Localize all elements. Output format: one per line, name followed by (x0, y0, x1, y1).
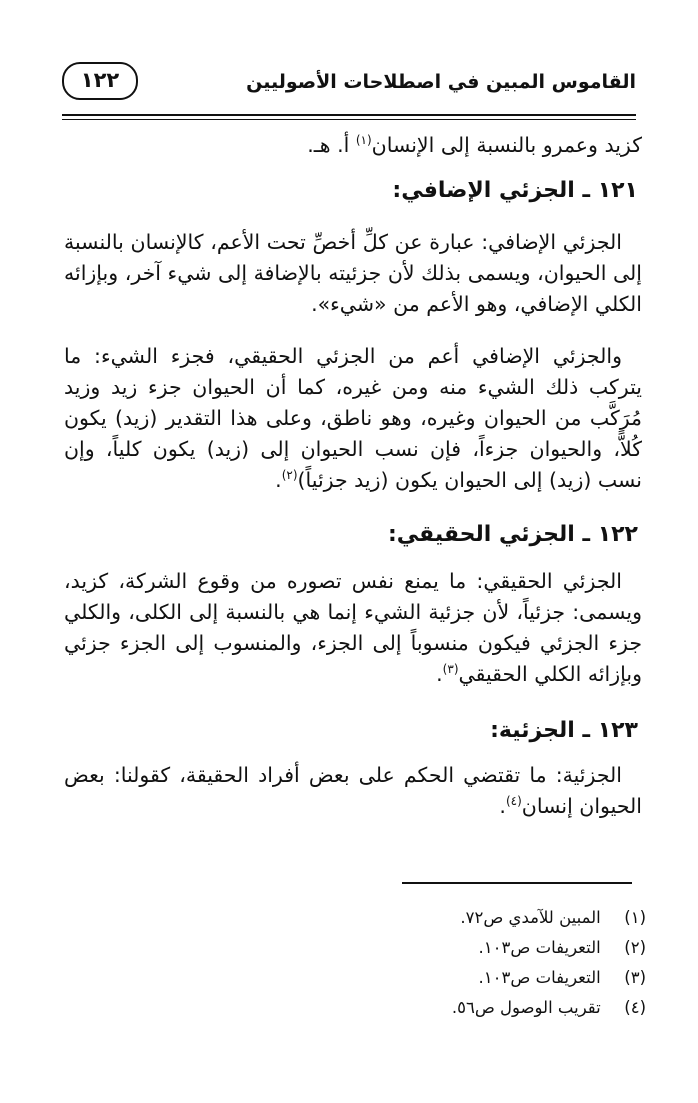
footnote (300, 933, 646, 963)
footnote-mark: (٤) (624, 998, 646, 1017)
header-rule-thin (62, 119, 636, 120)
page-header (62, 58, 636, 112)
footnote-mark: (٢) (624, 938, 646, 957)
footnote-ref: (٣) (442, 662, 459, 677)
intro-line (64, 130, 642, 161)
footnote-text: المبين للآمدي ص٧٢. (460, 908, 601, 927)
entry-number: ١٢٢ ـ (582, 522, 638, 547)
footnote-text: التعريفات ص١٠٣. (478, 938, 601, 957)
paragraph-tail: . (275, 468, 282, 492)
footnote-text: التعريفات ص١٠٣. (478, 968, 601, 987)
footnote-separator (402, 882, 632, 884)
entry-title: الجزئي الحقيقي: (387, 522, 575, 547)
entry-heading (60, 176, 638, 206)
footnote-mark: (١) (624, 908, 646, 927)
footnotes (300, 903, 646, 1023)
footnote-ref: (٤) (505, 794, 522, 809)
intro-text: كزيد وعمرو بالنسبة إلى الإنسان (371, 133, 642, 157)
entry-body (64, 760, 642, 822)
entry-body (64, 566, 642, 690)
paragraph-tail: . (436, 662, 443, 686)
footnote-mark: (٣) (624, 968, 646, 987)
footnote-text: تقريب الوصول ص٥٦. (451, 998, 601, 1017)
paragraph-tail: . (499, 794, 506, 818)
paragraph: الجزئية: ما تقتضي الحكم على بعض أفراد الحقيقة، كقولنا: بعض الحيوان إنسان (64, 763, 642, 818)
footnote (300, 993, 646, 1023)
entry-body (64, 227, 642, 320)
entry-title: الجزئي الإضافي: (392, 178, 575, 203)
paragraph: والجزئي الإضافي أعم من الجزئي الحقيقي، فجزء الشيء: ما يتركب ذلك الشيء منه ومن غيره، كما أن الحيوان جزء زيد وزيد مُرَكَّب من الحيوان وغيره، وهو ناطق، وعلى هذا التقدير (زيد) يكون كُلاًّ، والحيوان جزءاً، فإن نسب الحيوان إلى (زيد) يكون كلياً، وإن نسب (زيد) إلى الحيوان يكون (زيد جزئياً) (64, 344, 642, 492)
footnote-ref: (٢) (281, 468, 298, 483)
entry-body (64, 341, 642, 496)
page-number: ١٢٢ (62, 62, 138, 100)
header-rule (62, 114, 636, 116)
intro-tail: أ. هـ. (307, 133, 356, 157)
entry-number: ١٢١ ـ (582, 178, 638, 203)
paragraph: الجزئي الإضافي: عبارة عن كلِّ أخصِّ تحت الأعم، كالإنسان بالنسبة إلى الحيوان، ويسمى بذلك لأن جزئيته بالإضافة إلى شيء آخر، وبإزائه الكلي الإضافي، وهو الأعم من «شيء». (64, 230, 642, 316)
entry-heading (60, 716, 638, 746)
footnote-ref: (١) (355, 133, 372, 148)
footnote (300, 903, 646, 933)
entry-title: الجزئية: (490, 718, 575, 743)
entry-number: ١٢٣ ـ (582, 718, 638, 743)
entry-heading (60, 520, 638, 550)
running-title: القاموس المبين في اصطلاحات الأصوليين (246, 71, 636, 93)
paragraph: الجزئي الحقيقي: ما يمنع نفس تصوره من وقوع الشركة، كزيد، ويسمى: جزئياً، لأن جزئية الشيء إنما هي بالنسبة إلى الكلى، والكلي جزء الجزئي فيكون منسوباً إلى الجزء، والمنسوب إلى الجزء جزئي وبإزائه الكلي الحقيقي (64, 569, 642, 686)
footnote (300, 963, 646, 993)
